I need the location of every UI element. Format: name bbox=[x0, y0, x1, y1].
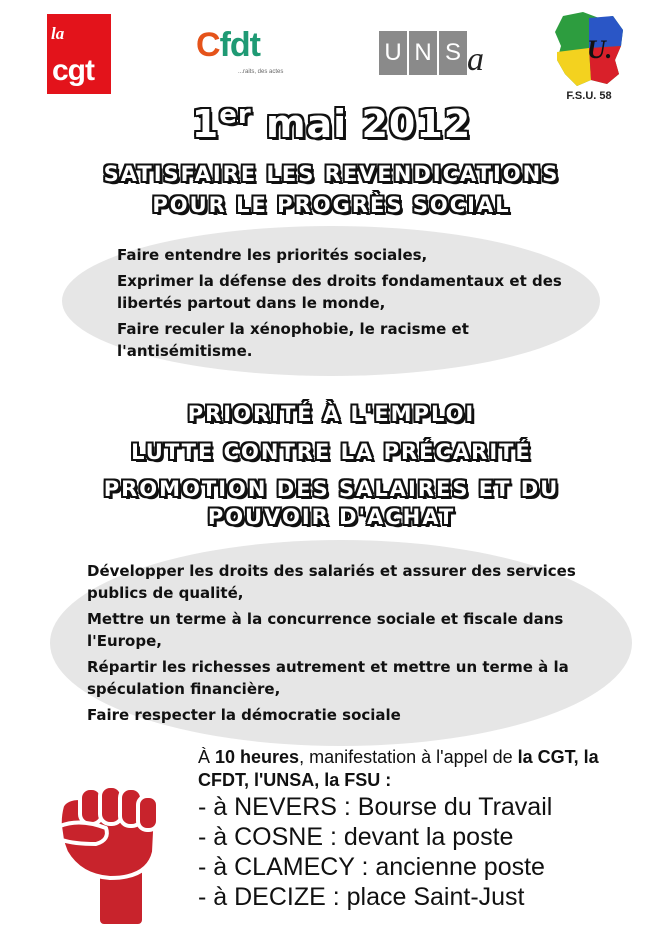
cgt-logo-la: la bbox=[51, 24, 65, 43]
cfdt-logo-c: C bbox=[196, 26, 220, 64]
location-item: - à CLAMECY : ancienne poste bbox=[198, 853, 545, 881]
demand-item: Exprimer la défense des droits fondamentaux et des libertés partout dans le monde, bbox=[117, 272, 562, 312]
demand-item: Répartir les richesses autrement et mettre un terme à la spéculation financière, bbox=[87, 658, 569, 698]
unsa-logo bbox=[379, 31, 489, 81]
fsu-logo bbox=[553, 12, 625, 106]
heading2-line3: PROMOTION DES SALAIRES ET DU bbox=[103, 477, 560, 501]
fsu-map-icon bbox=[553, 12, 625, 88]
title-prefix: 1 bbox=[191, 102, 220, 146]
location-item: - à COSNE : devant la poste bbox=[198, 823, 514, 851]
cgt-logo bbox=[47, 14, 111, 94]
call-time: 10 heures bbox=[215, 747, 300, 767]
raised-fist-icon bbox=[40, 768, 180, 928]
location-item: - à DECIZE : place Saint-Just bbox=[198, 883, 525, 911]
march-info bbox=[198, 746, 648, 912]
fsu-logo-u: U. bbox=[587, 35, 613, 64]
title-sup: er bbox=[219, 100, 252, 130]
demand-item: Faire reculer la xénophobie, le racisme et l'antisémitisme. bbox=[117, 320, 469, 360]
unsa-logo-a: a bbox=[467, 41, 484, 78]
unsa-logo-n: N bbox=[409, 31, 437, 75]
demand-item: Développer les droits des salariés et assurer des services publics de qualité, bbox=[87, 562, 576, 602]
unsa-logo-u: U bbox=[379, 31, 407, 75]
heading2-line2: LUTTE CONTRE LA PRÉCARITÉ bbox=[131, 440, 532, 464]
call-text-b: , manifestation à l'appel de bbox=[299, 747, 518, 767]
call-text-a: À bbox=[198, 747, 216, 767]
location-item: - à NEVERS : Bourse du Travail bbox=[198, 793, 553, 821]
title-rest: mai 2012 bbox=[251, 102, 472, 146]
cgt-logo-text: cgt bbox=[52, 54, 94, 87]
demand-item: Faire respecter la démocratie sociale bbox=[87, 706, 401, 724]
demand-item: Faire entendre les priorités sociales, bbox=[117, 246, 428, 264]
heading2-line1: PRIORITÉ À L'EMPLOI bbox=[187, 402, 476, 426]
call-unions: la CGT, la CFDT, l'UNSA, la FSU : bbox=[198, 747, 599, 790]
page-title bbox=[100, 100, 563, 146]
heading1-line1: SATISFAIRE LES REVENDICATIONS bbox=[103, 162, 560, 186]
cfdt-logo bbox=[196, 26, 296, 80]
demands-list-1 bbox=[117, 244, 587, 366]
heading1-line2: POUR LE PROGRÈS SOCIAL bbox=[152, 193, 511, 217]
march-call-text bbox=[198, 746, 648, 792]
unsa-logo-s: S bbox=[439, 31, 467, 75]
heading2-line4: POUVOIR D'ACHAT bbox=[207, 505, 456, 529]
cfdt-logo-tagline: ...raits, des actes bbox=[238, 69, 284, 75]
demand-item: Mettre un terme à la concurrence sociale et fiscale dans l'Europe, bbox=[87, 610, 564, 650]
cfdt-logo-fdt: fdt bbox=[219, 26, 260, 64]
demands-list-2 bbox=[87, 560, 617, 730]
fsu-logo-caption: F.S.U. 58 bbox=[566, 90, 612, 102]
